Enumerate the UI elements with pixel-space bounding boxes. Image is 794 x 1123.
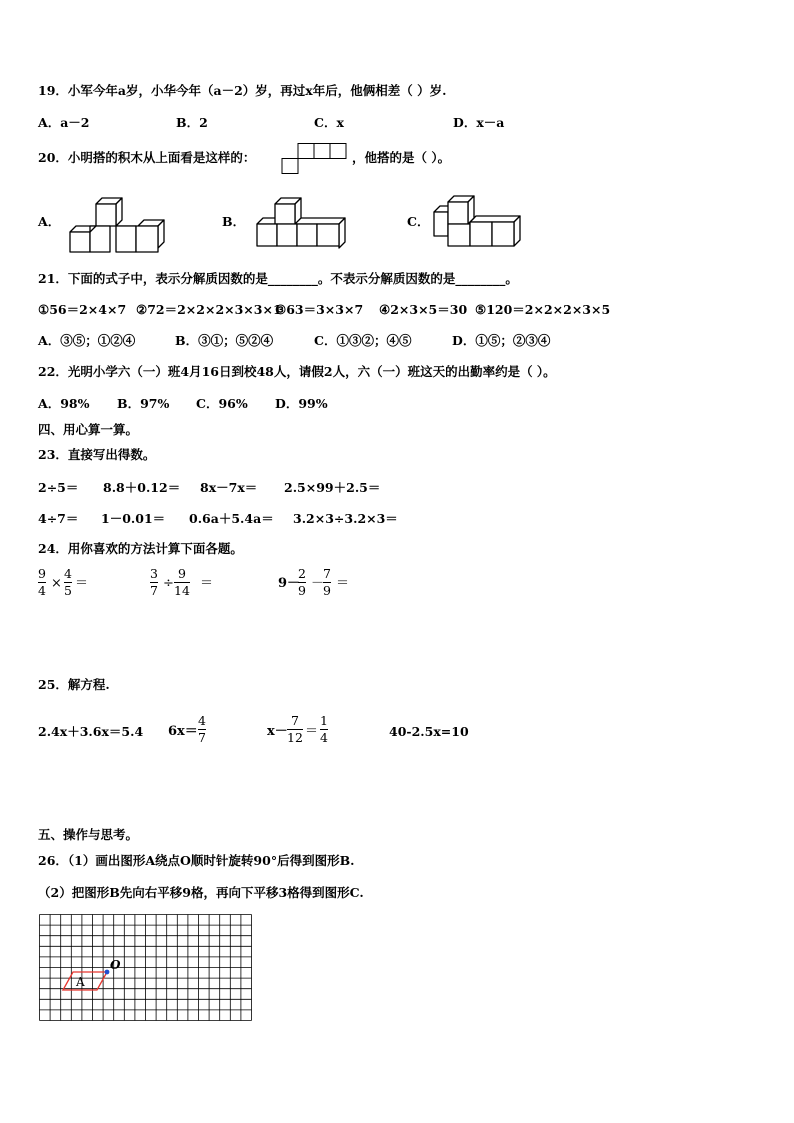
q21-option-d: D．①⑤；②③④ <box>452 333 551 348</box>
fraction <box>323 567 331 598</box>
q24-stem: 24．用你喜欢的方法计算下面各题。 <box>38 541 243 556</box>
q23-r1-c3: 8x－7x＝ <box>200 480 258 495</box>
operator: － <box>311 576 325 591</box>
q26-part-1: 26．（1）画出图形A绕点O顺时针旋转90°后得到图形B. <box>38 853 355 868</box>
q23-stem: 23．直接写出得数。 <box>38 447 156 462</box>
numerator: 3 <box>150 566 158 581</box>
q22-option-c: C．96% <box>196 396 248 411</box>
q20-stem-after: ，他搭的是（ ）。 <box>352 150 451 165</box>
leading-term: 6x＝ <box>168 724 198 739</box>
operator: × <box>51 576 62 591</box>
q19-option-c: C．x <box>314 115 344 130</box>
q25-equation-1: 2.4x＋3.6x＝5.4 <box>38 724 144 739</box>
q25-stem: 25．解方程. <box>38 677 110 692</box>
equals: ＝ <box>336 576 350 591</box>
q23-r2-c4: 3.2×3÷3.2×3＝ <box>293 511 398 526</box>
top-view-figure <box>280 143 350 177</box>
q21-item-3: ③63＝3×3×7 <box>275 302 364 317</box>
fraction <box>198 714 206 745</box>
operator: ÷ <box>163 576 174 591</box>
q26-part-2: （2）把图形B先向右平移9格，再向下平移3格得到图形C. <box>38 885 364 900</box>
q20-option-c-label: C． <box>407 214 430 229</box>
fraction <box>174 567 190 598</box>
fraction <box>287 714 303 745</box>
q20-option-a-figure <box>68 196 168 254</box>
point-o <box>105 970 110 975</box>
rotation-diagram <box>39 914 253 1024</box>
q19-option-d: D．x－a <box>453 115 505 130</box>
q22-option-a: A．98% <box>38 396 90 411</box>
numerator: 7 <box>323 566 331 581</box>
q23-r2-c1: 4÷7＝ <box>38 511 79 526</box>
section-4-heading: 四、用心算一算。 <box>38 422 139 437</box>
shape-a-parallelogram <box>63 972 107 990</box>
leading-term: x－ <box>267 724 288 739</box>
q23-r2-c3: 0.6a＋5.4a＝ <box>189 511 274 526</box>
leading-term: 9－ <box>278 576 301 591</box>
numerator: 2 <box>298 566 306 581</box>
numerator: 4 <box>198 713 206 728</box>
q21-option-a: A．③⑤；①②④ <box>38 333 136 348</box>
point-o-label: O <box>110 958 121 972</box>
equals: ＝ <box>75 576 89 591</box>
numerator: 4 <box>64 566 72 581</box>
q23-r1-c1: 2÷5＝ <box>38 480 79 495</box>
q20-stem-before: 20．小明搭的积木从上面看是这样的： <box>38 150 256 165</box>
q21-option-b: B．③①；⑤②④ <box>175 333 274 348</box>
fraction <box>150 567 158 598</box>
denominator: 9 <box>298 583 306 598</box>
shape-a-label: A <box>76 975 85 989</box>
q21-stem: 21．下面的式子中，表示分解质因数的是________。不表示分解质因数的是________。 <box>38 271 518 286</box>
equals: ＝ <box>305 724 319 739</box>
q21-item-1: ①56＝2×4×7 <box>38 302 127 317</box>
section-5-heading: 五、操作与思考。 <box>38 827 139 842</box>
equals: ＝ <box>200 576 214 591</box>
q19-option-a: A．a－2 <box>38 115 90 130</box>
q21-option-c: C．①③②；④⑤ <box>314 333 412 348</box>
q20-option-b-figure <box>255 196 355 254</box>
q21-item-5: ⑤120＝2×2×2×3×5 <box>475 302 611 317</box>
numerator: 9 <box>38 566 46 581</box>
denominator: 14 <box>174 583 190 598</box>
fraction <box>38 567 46 598</box>
fraction <box>298 567 306 598</box>
fraction <box>64 567 72 598</box>
denominator: 4 <box>320 730 328 745</box>
denominator: 5 <box>64 583 72 598</box>
q20-option-b-label: B． <box>222 214 246 229</box>
q22-stem: 22．光明小学六（一）班4月16日到校48人，请假2人，六（一）班这天的出勤率约是（ ）。 <box>38 364 556 379</box>
q21-item-4: ④2×3×5＝30 <box>379 302 468 317</box>
denominator: 4 <box>38 583 46 598</box>
fraction <box>320 714 328 745</box>
q19-option-b: B．2 <box>176 115 208 130</box>
q23-r2-c2: 1－0.01＝ <box>101 511 166 526</box>
q23-r1-c4: 2.5×99＋2.5＝ <box>284 480 381 495</box>
denominator: 9 <box>323 583 331 598</box>
numerator: 7 <box>290 713 299 728</box>
q23-r1-c2: 8.8＋0.12＝ <box>103 480 181 495</box>
numerator: 1 <box>320 713 328 728</box>
q21-item-2: ②72＝2×2×2×3×3×1 <box>136 302 282 317</box>
denominator: 7 <box>198 730 206 745</box>
numerator: 9 <box>177 566 186 581</box>
q25-equation-4: 40-2.5x=10 <box>389 724 469 739</box>
q22-option-b: B．97% <box>117 396 170 411</box>
q22-option-d: D．99% <box>275 396 328 411</box>
denominator: 7 <box>150 583 158 598</box>
q20-option-c-figure <box>430 192 530 254</box>
q20-option-a-label: A． <box>38 214 61 229</box>
denominator: 12 <box>287 730 303 745</box>
q19-stem: 19．小军今年a岁，小华今年（a－2）岁，再过x年后，他俩相差（ ）岁. <box>38 83 447 98</box>
